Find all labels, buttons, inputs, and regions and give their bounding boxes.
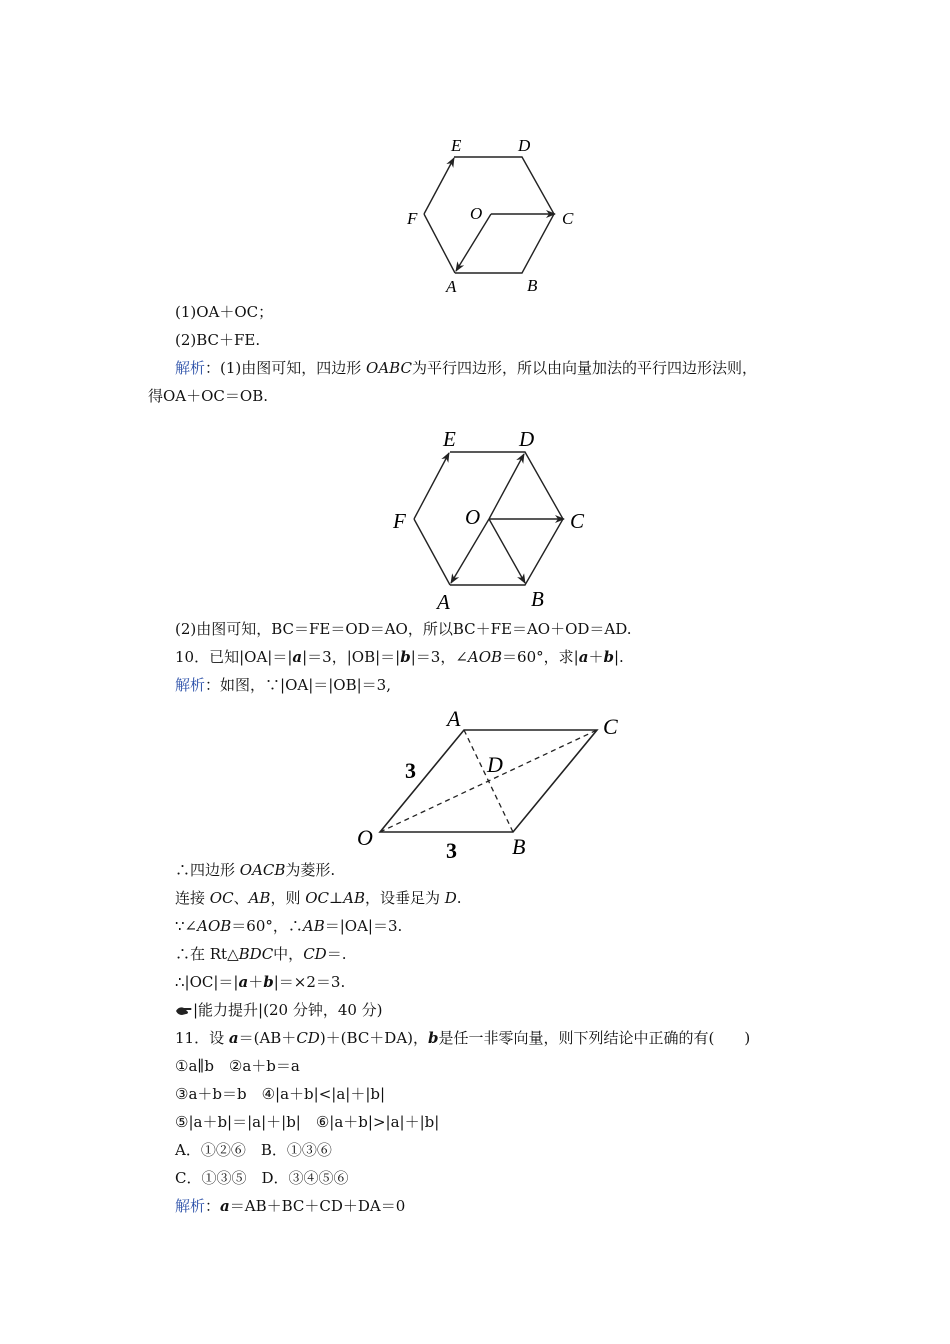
question-11 xyxy=(175,1028,750,1048)
vector-fe xyxy=(414,453,449,519)
answer-11: 解析：a＝AB＋BC＋CD＋DA＝0 xyxy=(175,1197,406,1215)
s10-l1-quad: OACB xyxy=(239,861,286,879)
s10-l2-b: ，则 xyxy=(270,889,306,907)
q11-text-3: )＋(BC＋DA)， xyxy=(319,1029,429,1047)
solution-10-line-5 xyxy=(175,972,345,992)
s10-l3-b: ＝60°，∴ xyxy=(231,917,303,935)
s10-l2-c: ，设垂足为 xyxy=(364,889,445,907)
ans11-text: ＝AB＋BC＋CD＋DA＝0 xyxy=(229,1197,406,1215)
label-f: F xyxy=(393,509,406,533)
q10-text-1: 10．已知|OA|＝| xyxy=(175,648,293,666)
q11-vec-b: b xyxy=(428,1029,439,1047)
side-label-oa: 3 xyxy=(405,758,416,783)
q11-choices-1: A．①②⑥ B．①③⑥ xyxy=(175,1141,332,1159)
s10-l5-a: ∴|OC|＝| xyxy=(175,973,239,991)
answer-1-line-2: 得OA＋OC＝OB. xyxy=(148,387,268,405)
s10-l2-ab: AB xyxy=(248,889,271,907)
label-b: B xyxy=(512,834,526,859)
q11-vec-a: a xyxy=(228,1029,239,1047)
label-a: A xyxy=(447,706,461,731)
s10-l4-b: 中， xyxy=(273,945,304,963)
answer-1-line-1 xyxy=(175,358,757,378)
analysis-label: 解析 xyxy=(175,1197,206,1215)
answer-1-text-b: 为平行四边形，所以由向量加法的平行四边形法则， xyxy=(411,359,757,377)
label-b: B xyxy=(531,587,544,611)
vector-ob xyxy=(489,519,525,583)
solution-10-line-4 xyxy=(175,944,346,964)
answer-1-quad: OABC xyxy=(366,359,412,377)
solution-10-line-2 xyxy=(175,888,462,908)
label-d: D xyxy=(518,136,531,155)
solution-10-line-1 xyxy=(175,860,335,880)
rhombus-figure xyxy=(350,700,630,865)
s10-l1-a: ∴四边形 xyxy=(175,861,240,879)
s10-l2-oc: OC xyxy=(209,889,234,907)
q10-vec-a2: a xyxy=(578,648,589,666)
hexagon-figure-1 xyxy=(395,130,595,300)
q11-text-2: ＝(AB＋ xyxy=(238,1029,297,1047)
q10-vec-b2: b xyxy=(603,648,614,666)
q11-cd: CD xyxy=(296,1029,320,1047)
label-c: C xyxy=(562,209,574,228)
label-e: E xyxy=(443,427,456,451)
hand-pointer-icon xyxy=(175,1004,193,1018)
analysis-label: 解析 xyxy=(175,676,206,694)
s10-l2-d: D xyxy=(444,889,457,907)
q10-text-2: |＝3，|OB|＝| xyxy=(302,648,401,666)
q11-options-1: ①a∥b ②a＋b＝a xyxy=(175,1057,300,1075)
q11-choices-2: C．①③⑤ D．③④⑤⑥ xyxy=(175,1169,349,1187)
hexagon-side-fe xyxy=(424,214,455,273)
answer-10-intro xyxy=(175,675,391,695)
s10-l4-c: ＝. xyxy=(326,945,347,963)
q10-vec-a: a xyxy=(292,648,303,666)
label-d: D xyxy=(487,752,503,777)
answer-10-text: ：如图，∵|OA|＝|OB|＝3, xyxy=(205,676,391,694)
q11-options-2: ③a＋b＝b ④|a＋b|<|a|＋|b| xyxy=(175,1085,386,1103)
q10-text-3: |＝3，∠ xyxy=(410,648,468,666)
side-label-ob: 3 xyxy=(446,838,457,863)
diagonal-ab xyxy=(464,730,513,832)
label-a: A xyxy=(437,590,450,614)
s10-l5-vec-a: a xyxy=(238,973,249,991)
answer-1-text-a: ：(1)由图可知，四边形 xyxy=(205,359,367,377)
label-f: F xyxy=(407,209,418,228)
s10-l4-bdc: BDC xyxy=(238,945,274,963)
label-o: O xyxy=(465,505,481,529)
s10-l2-ab2: AB xyxy=(343,889,365,907)
answer-2: (2)由图可知，BC＝FE＝OD＝AO，所以BC＋FE＝AO＋OD＝AD. xyxy=(175,620,632,638)
label-e: E xyxy=(451,136,462,155)
question-10 xyxy=(175,647,624,667)
s10-l3-aob: AOB xyxy=(197,917,232,935)
s10-l3-ab: AB xyxy=(302,917,325,935)
question-part-2: (2)BC＋FE. xyxy=(175,331,261,349)
vector-fe xyxy=(424,158,454,214)
s10-l5-vec-b: b xyxy=(263,973,274,991)
label-b: B xyxy=(527,276,538,295)
label-o: O xyxy=(357,825,373,850)
hexagon-side-fa xyxy=(414,519,450,585)
q11-text-4: 是任一非零向量，则下列结论中正确的有( ) xyxy=(438,1029,751,1047)
hexagon-figure-2 xyxy=(385,420,595,615)
q11-options-3: ⑤|a＋b|＝|a|＋|b| ⑥|a＋b|>|a|＋|b| xyxy=(175,1113,440,1131)
s10-l4-a: ∴在 Rt△ xyxy=(175,945,239,963)
label-d: D xyxy=(519,427,535,451)
question-part-1: (1)OA＋OC； xyxy=(175,303,274,321)
label-c: C xyxy=(603,714,618,739)
q11-text-1: 11．设 xyxy=(175,1029,229,1047)
s10-l3-a: ∵∠ xyxy=(175,917,198,935)
ans11-vec-a: a xyxy=(220,1197,230,1215)
s10-l2-oc2: OC xyxy=(305,889,329,907)
label-o: O xyxy=(470,204,483,223)
s10-l5-b: |＝×2＝3. xyxy=(273,973,346,991)
solution-10-line-3 xyxy=(175,916,402,936)
q10-vec-b: b xyxy=(400,648,411,666)
label-c: C xyxy=(570,509,585,533)
q10-plus: ＋ xyxy=(588,648,604,666)
section-title: |能力提升|(20 分钟，40 分) xyxy=(193,1001,383,1019)
q10-text-4: ＝60°，求| xyxy=(502,648,579,666)
hexagon-outline xyxy=(454,157,554,273)
s10-l1-b: 为菱形. xyxy=(285,861,336,879)
section-header xyxy=(175,1000,383,1020)
analysis-label: 解析 xyxy=(175,359,206,377)
s10-l2-end: . xyxy=(456,889,462,907)
s10-l2-sep: 、 xyxy=(233,889,249,907)
s10-l3-c: ＝|OA|＝3. xyxy=(324,917,403,935)
label-a: A xyxy=(446,277,457,296)
s10-l5-plus: ＋ xyxy=(248,973,264,991)
s10-l2-perp: ⊥ xyxy=(329,889,344,907)
vector-od xyxy=(489,454,524,519)
q10-text-5: |. xyxy=(613,648,624,666)
s10-l2-a: 连接 xyxy=(175,889,210,907)
q10-angle: AOB xyxy=(467,648,503,666)
s10-l4-cd: CD xyxy=(303,945,327,963)
